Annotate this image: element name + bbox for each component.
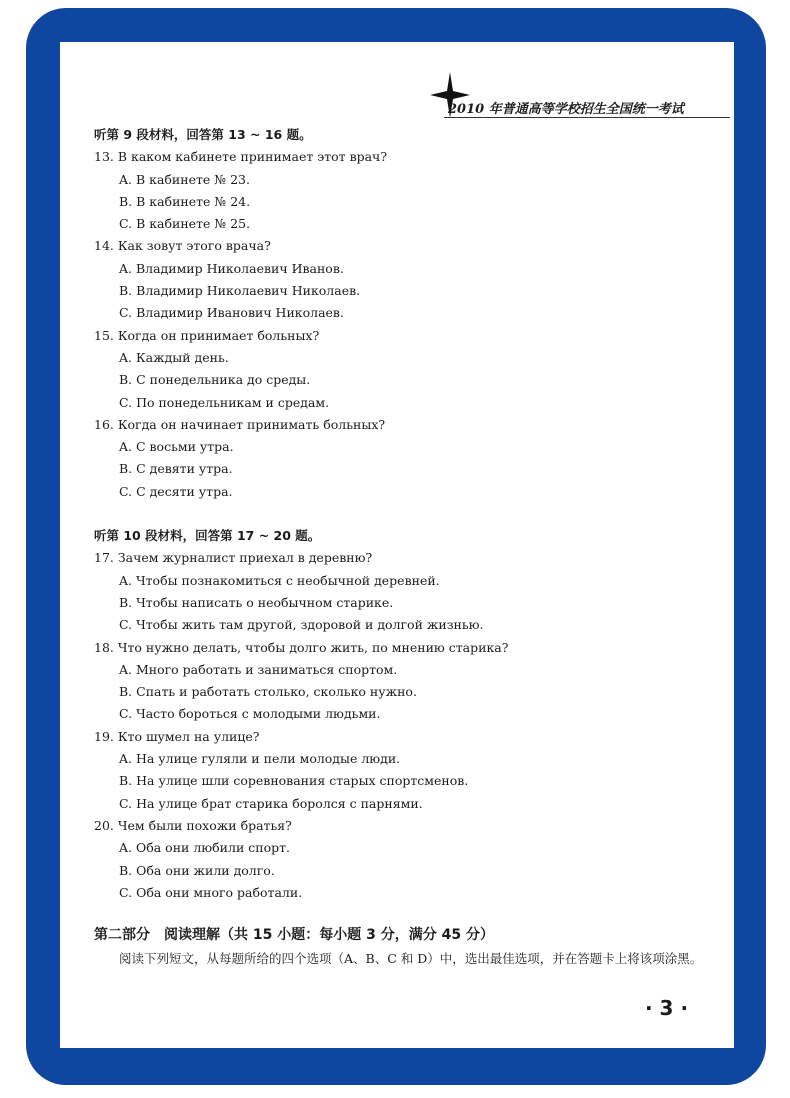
option: A. Каждый день. [119,349,229,365]
exam-title: 2010 年普通高等学校招生全国统一考试 [448,102,684,117]
option: B. С девяти утра. [119,461,233,477]
option: A. Оба они любили спорт. [119,840,291,856]
option: A. В кабинете № 23. [119,171,250,187]
option: C. Владимир Иванович Николаев. [119,305,344,321]
part-2-heading: 第二部分 阅读理解（共 15 小题：每小题 3 分，满分 45 分） [94,927,494,943]
option: A. С восьми утра. [119,439,234,455]
option: A. На улице гуляли и пели молодые люди. [119,751,401,767]
spacer [94,503,714,525]
option: B. На улице шли соревнования старых спортсменов. [119,773,469,789]
question-text: 18. Что нужно делать, чтобы долго жить, по мнению старика? [94,639,509,655]
option: C. На улице брат старика боролся с парнями. [119,795,423,811]
option: B. Оба они жили долго. [119,862,275,878]
option: C. Оба они много работали. [119,884,303,900]
reading-instructions: 阅读下列短文，从每题所给的四个选项（A、B、C 和 D）中，选出最佳选项，并在答题卡上将该项涂黑。 [119,951,703,966]
question-text: 13. В каком кабинете принимает этот врач? [94,149,388,165]
question-text: 17. Зачем журналист приехал в деревню? [94,550,373,566]
section-10-title: 听第 10 段材料，回答第 17 ~ 20 题。 [94,528,321,544]
header-rule [444,117,730,118]
option: C. С десяти утра. [119,483,233,499]
question-text: 16. Когда он начинает принимать больных? [94,416,386,432]
section-9-title: 听第 9 段材料，回答第 13 ~ 16 题。 [94,127,312,142]
page-number: · 3 · [645,996,689,1020]
option: B. Чтобы написать о необычном старике. [119,594,394,610]
page-header [430,72,730,122]
option: C. По понедельникам и средам. [119,394,330,410]
question-text: 14. Как зовут этого врача? [94,238,271,254]
option: C. Чтобы жить там другой, здоровой и долгой жизнью. [119,617,484,633]
option: B. В кабинете № 24. [119,193,251,209]
option: C. Часто бороться с молодыми людьми. [119,706,381,722]
option: A. Чтобы познакомиться с необычной деревней. [119,572,440,588]
option: C. В кабинете № 25. [119,216,251,232]
option: A. Много работать и заниматься спортом. [119,661,398,677]
question-text: 19. Кто шумел на улице? [94,728,260,744]
option: B. С понедельника до среды. [119,372,311,388]
option: B. Владимир Николаевич Николаев. [119,283,361,299]
option: B. Спать и работать столько, сколько нужно. [119,684,417,700]
question-text: 20. Чем были похожи братья? [94,817,292,833]
exam-page [60,42,734,1048]
option: A. Владимир Николаевич Иванов. [119,260,344,276]
listening-questions [94,124,714,904]
question-text: 15. Когда он принимает больных? [94,327,320,343]
